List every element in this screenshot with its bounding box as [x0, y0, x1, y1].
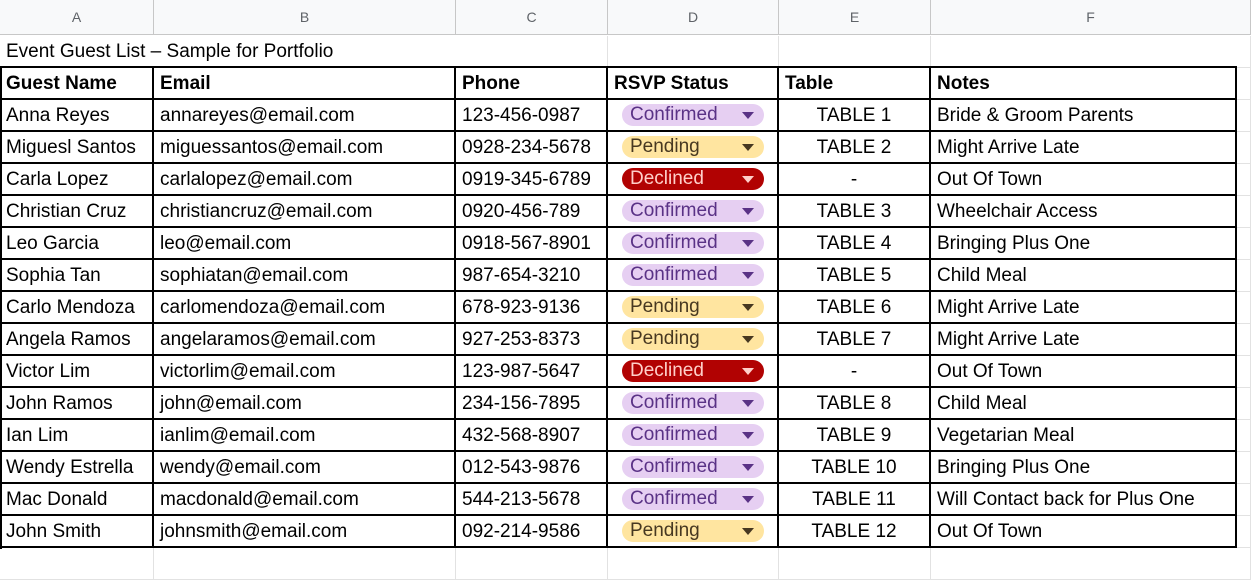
phone-cell[interactable]: 123-987-5647: [456, 356, 608, 388]
rsvp-status-dropdown[interactable]: [622, 136, 764, 158]
empty-cell[interactable]: [1237, 516, 1251, 548]
table-row: [0, 196, 1251, 228]
phone-cell[interactable]: 0919-345-6789: [456, 164, 608, 196]
phone-cell[interactable]: 987-654-3210: [456, 260, 608, 292]
dropdown-arrow-icon[interactable]: [742, 528, 754, 535]
phone-cell[interactable]: 234-156-7895: [456, 388, 608, 420]
table-cell[interactable]: TABLE 11: [779, 484, 931, 516]
table-cell[interactable]: TABLE 1: [779, 100, 931, 132]
guest-name-cell[interactable]: Angela Ramos: [0, 324, 154, 356]
notes-cell[interactable]: Out Of Town: [931, 516, 1237, 548]
phone-cell[interactable]: 0928-234-5678: [456, 132, 608, 164]
guest-name-cell[interactable]: Ian Lim: [0, 420, 154, 452]
dropdown-arrow-icon[interactable]: [742, 464, 754, 471]
rsvp-cell[interactable]: [608, 324, 779, 356]
guest-name-cell[interactable]: John Smith: [0, 516, 154, 548]
notes-cell[interactable]: Will Contact back for Plus One: [931, 484, 1237, 516]
column-header-a[interactable]: A: [0, 0, 154, 35]
rsvp-cell[interactable]: [608, 484, 779, 516]
rsvp-status-dropdown[interactable]: [622, 392, 764, 414]
email-cell[interactable]: annareyes@email.com: [154, 100, 456, 132]
table-cell[interactable]: TABLE 5: [779, 260, 931, 292]
guest-name-cell[interactable]: Christian Cruz: [0, 196, 154, 228]
guest-name-cell[interactable]: Carlo Mendoza: [0, 292, 154, 324]
rsvp-status-dropdown[interactable]: [622, 200, 764, 222]
rsvp-status-dropdown[interactable]: [622, 520, 764, 542]
table-top-border: [0, 66, 1237, 68]
rsvp-status-dropdown[interactable]: [622, 296, 764, 318]
rsvp-status-label: Confirmed: [630, 264, 718, 285]
phone-cell[interactable]: 544-213-5678: [456, 484, 608, 516]
dropdown-arrow-icon[interactable]: [742, 432, 754, 439]
empty-cell[interactable]: [1237, 484, 1251, 516]
notes-cell[interactable]: Bringing Plus One: [931, 452, 1237, 484]
table-cell[interactable]: TABLE 6: [779, 292, 931, 324]
rsvp-status-label: Confirmed: [630, 232, 718, 253]
table-cell[interactable]: TABLE 8: [779, 388, 931, 420]
notes-cell[interactable]: Out Of Town: [931, 164, 1237, 196]
email-cell[interactable]: christiancruz@email.com: [154, 196, 456, 228]
empty-cell[interactable]: [779, 36, 931, 68]
rsvp-cell[interactable]: [608, 516, 779, 548]
phone-cell[interactable]: 123-456-0987: [456, 100, 608, 132]
rsvp-status-label: Pending: [630, 520, 700, 541]
rsvp-status-dropdown[interactable]: [622, 488, 764, 510]
empty-cell[interactable]: [1237, 100, 1251, 132]
table-cell[interactable]: TABLE 2: [779, 132, 931, 164]
column-header-c[interactable]: C: [456, 0, 608, 35]
dropdown-arrow-icon[interactable]: [742, 496, 754, 503]
table-row: [0, 100, 1251, 132]
notes-cell[interactable]: Might Arrive Late: [931, 324, 1237, 356]
empty-cell[interactable]: [1237, 132, 1251, 164]
notes-cell[interactable]: Child Meal: [931, 260, 1237, 292]
table-cell[interactable]: TABLE 10: [779, 452, 931, 484]
column-header-bar: [0, 0, 1251, 35]
empty-cell[interactable]: [1237, 68, 1251, 100]
empty-cell[interactable]: [0, 548, 154, 580]
table-row: [0, 452, 1251, 484]
phone-cell[interactable]: 012-543-9876: [456, 452, 608, 484]
rsvp-status-dropdown[interactable]: [622, 168, 764, 190]
email-cell[interactable]: wendy@email.com: [154, 452, 456, 484]
rsvp-status-label: Confirmed: [630, 424, 718, 445]
phone-cell[interactable]: 0920-456-789: [456, 196, 608, 228]
table-cell[interactable]: -: [779, 164, 931, 196]
rsvp-status-label: Declined: [630, 168, 704, 189]
table-cell[interactable]: TABLE 9: [779, 420, 931, 452]
rsvp-cell[interactable]: [608, 356, 779, 388]
rsvp-cell[interactable]: [608, 452, 779, 484]
rsvp-cell[interactable]: [608, 164, 779, 196]
empty-cell[interactable]: [154, 548, 456, 580]
header-rsvp-status[interactable]: RSVP Status: [608, 68, 779, 100]
rsvp-status-dropdown[interactable]: [622, 424, 764, 446]
column-header-e[interactable]: E: [779, 0, 931, 35]
guest-name-cell[interactable]: Mac Donald: [0, 484, 154, 516]
empty-cell[interactable]: [1237, 164, 1251, 196]
dropdown-arrow-icon[interactable]: [742, 272, 754, 279]
empty-cell[interactable]: [456, 548, 608, 580]
dropdown-arrow-icon[interactable]: [742, 240, 754, 247]
table-left-border: [0, 67, 2, 549]
dropdown-arrow-icon[interactable]: [742, 400, 754, 407]
empty-cell[interactable]: [1237, 452, 1251, 484]
empty-cell[interactable]: [1237, 324, 1251, 356]
header-row: [0, 68, 1251, 100]
table-cell[interactable]: TABLE 7: [779, 324, 931, 356]
table-row: [0, 420, 1251, 452]
rsvp-status-label: Declined: [630, 360, 704, 381]
column-header-f[interactable]: F: [931, 0, 1251, 35]
empty-cell[interactable]: [608, 36, 779, 68]
column-header-d[interactable]: D: [608, 0, 779, 35]
table-row: [0, 388, 1251, 420]
rsvp-status-dropdown[interactable]: [622, 232, 764, 254]
guest-name-cell[interactable]: Leo Garcia: [0, 228, 154, 260]
notes-cell[interactable]: Child Meal: [931, 388, 1237, 420]
rsvp-status-label: Pending: [630, 296, 700, 317]
notes-cell[interactable]: Out Of Town: [931, 356, 1237, 388]
empty-cell[interactable]: [931, 548, 1251, 580]
empty-cell[interactable]: [1237, 260, 1251, 292]
guest-name-cell[interactable]: Sophia Tan: [0, 260, 154, 292]
guest-name-cell[interactable]: Miguesl Santos: [0, 132, 154, 164]
notes-cell[interactable]: Wheelchair Access: [931, 196, 1237, 228]
email-cell[interactable]: ianlim@email.com: [154, 420, 456, 452]
dropdown-arrow-icon[interactable]: [742, 208, 754, 215]
email-cell[interactable]: leo@email.com: [154, 228, 456, 260]
table-row: [0, 228, 1251, 260]
email-cell[interactable]: sophiatan@email.com: [154, 260, 456, 292]
rsvp-status-dropdown[interactable]: [622, 328, 764, 350]
email-cell[interactable]: john@email.com: [154, 388, 456, 420]
email-cell[interactable]: miguessantos@email.com: [154, 132, 456, 164]
empty-cell[interactable]: [1237, 356, 1251, 388]
notes-cell[interactable]: Bride & Groom Parents: [931, 100, 1237, 132]
notes-cell[interactable]: Vegetarian Meal: [931, 420, 1237, 452]
guest-name-cell[interactable]: John Ramos: [0, 388, 154, 420]
rsvp-status-label: Pending: [630, 136, 700, 157]
header-guest-name[interactable]: Guest Name: [0, 68, 154, 100]
empty-cell[interactable]: [779, 548, 931, 580]
phone-cell[interactable]: 432-568-8907: [456, 420, 608, 452]
dropdown-arrow-icon[interactable]: [742, 368, 754, 375]
rsvp-status-dropdown[interactable]: [622, 456, 764, 478]
email-cell[interactable]: victorlim@email.com: [154, 356, 456, 388]
rsvp-cell[interactable]: [608, 196, 779, 228]
empty-cell[interactable]: [1237, 292, 1251, 324]
table-row: [0, 516, 1251, 548]
phone-cell[interactable]: 927-253-8373: [456, 324, 608, 356]
table-row: [0, 292, 1251, 324]
dropdown-arrow-icon[interactable]: [742, 112, 754, 119]
rsvp-cell[interactable]: [608, 100, 779, 132]
table-cell[interactable]: TABLE 12: [779, 516, 931, 548]
email-cell[interactable]: carlalopez@email.com: [154, 164, 456, 196]
phone-cell[interactable]: 092-214-9586: [456, 516, 608, 548]
rsvp-status-label: Confirmed: [630, 488, 718, 509]
rsvp-status-label: Confirmed: [630, 456, 718, 477]
email-cell[interactable]: macdonald@email.com: [154, 484, 456, 516]
empty-cell[interactable]: [1237, 228, 1251, 260]
table-cell[interactable]: TABLE 4: [779, 228, 931, 260]
empty-cell[interactable]: [608, 548, 779, 580]
notes-cell[interactable]: Might Arrive Late: [931, 132, 1237, 164]
rsvp-status-label: Pending: [630, 328, 700, 349]
dropdown-arrow-icon[interactable]: [742, 304, 754, 311]
rsvp-status-dropdown[interactable]: [622, 264, 764, 286]
rsvp-status-label: Confirmed: [630, 392, 718, 413]
table-row: [0, 356, 1251, 388]
rsvp-status-dropdown[interactable]: [622, 104, 764, 126]
email-cell[interactable]: johnsmith@email.com: [154, 516, 456, 548]
sheet-title[interactable]: Event Guest List – Sample for Portfolio: [0, 36, 608, 68]
notes-cell[interactable]: Might Arrive Late: [931, 292, 1237, 324]
empty-row: [0, 548, 1251, 580]
rsvp-cell[interactable]: [608, 388, 779, 420]
table-row: [0, 484, 1251, 516]
table-cell[interactable]: TABLE 3: [779, 196, 931, 228]
header-email[interactable]: Email: [154, 68, 456, 100]
table-row: [0, 164, 1251, 196]
email-cell[interactable]: carlomendoza@email.com: [154, 292, 456, 324]
guest-name-cell[interactable]: Carla Lopez: [0, 164, 154, 196]
dropdown-arrow-icon[interactable]: [742, 336, 754, 343]
rsvp-cell[interactable]: [608, 260, 779, 292]
notes-cell[interactable]: Bringing Plus One: [931, 228, 1237, 260]
rsvp-cell[interactable]: [608, 132, 779, 164]
empty-cell[interactable]: [931, 36, 1251, 68]
title-row: [0, 36, 1251, 68]
rsvp-status-label: Confirmed: [630, 200, 718, 221]
dropdown-arrow-icon[interactable]: [742, 176, 754, 183]
guest-name-cell[interactable]: Anna Reyes: [0, 100, 154, 132]
rsvp-cell[interactable]: [608, 292, 779, 324]
table-row: [0, 132, 1251, 164]
email-cell[interactable]: angelaramos@email.com: [154, 324, 456, 356]
rsvp-cell[interactable]: [608, 228, 779, 260]
guest-name-cell[interactable]: Wendy Estrella: [0, 452, 154, 484]
table-row: [0, 260, 1251, 292]
dropdown-arrow-icon[interactable]: [742, 144, 754, 151]
guest-name-cell[interactable]: Victor Lim: [0, 356, 154, 388]
header-notes[interactable]: Notes: [931, 68, 1237, 100]
empty-cell[interactable]: [1237, 196, 1251, 228]
table-row: [0, 324, 1251, 356]
empty-cell[interactable]: [1237, 388, 1251, 420]
phone-cell[interactable]: 0918-567-8901: [456, 228, 608, 260]
header-phone[interactable]: Phone: [456, 68, 608, 100]
rsvp-status-dropdown[interactable]: [622, 360, 764, 382]
phone-cell[interactable]: 678-923-9136: [456, 292, 608, 324]
header-table[interactable]: Table: [779, 68, 931, 100]
rsvp-cell[interactable]: [608, 420, 779, 452]
table-cell[interactable]: -: [779, 356, 931, 388]
empty-cell[interactable]: [1237, 420, 1251, 452]
rsvp-status-label: Confirmed: [630, 104, 718, 125]
column-header-b[interactable]: B: [154, 0, 456, 35]
